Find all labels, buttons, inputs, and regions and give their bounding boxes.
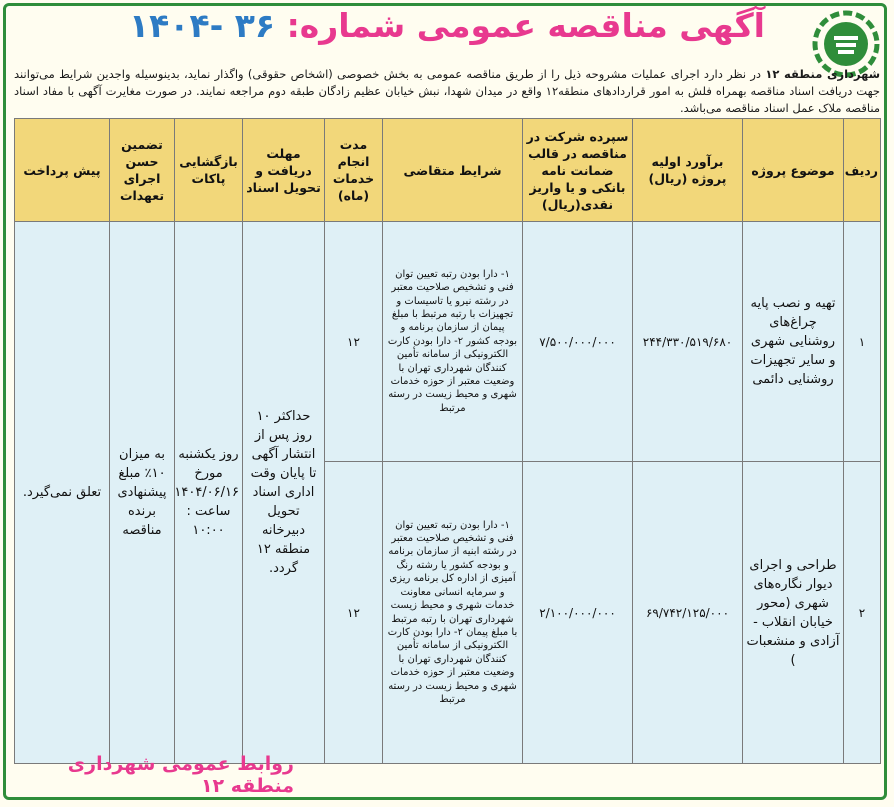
row-index: ۱ xyxy=(844,222,881,462)
header-conditions: شرایط متقاضی xyxy=(383,119,523,222)
row-index: ۲ xyxy=(844,462,881,764)
intro-org: شهرداری منطقه ۱۲ xyxy=(765,67,881,81)
row-deposit: ۲/۱۰۰/۰۰۰/۰۰۰ xyxy=(523,462,633,764)
header-index: ردیف xyxy=(844,119,881,222)
tender-table xyxy=(14,118,881,764)
row-conditions: ۱- دارا بودن رتبه تعیین توان فنی و تشخیص صلاحیت معتبر در رشته نیرو یا تاسیسات و تجهیزات با رتبه مرتبط با مبلغ پیمان از سازمان برنامه و بودجه کشور ۲- دارا بودن کارت الکترونیکی از سامانه تأمین کنندگان شهرداری تهران با وضعیت معتبر از حوزه خدمات شهری و محیط زیست در رسته مرتبط xyxy=(383,222,523,462)
row-estimate: ۶۹/۷۴۲/۱۲۵/۰۰۰ xyxy=(633,462,743,764)
row-deposit: ۷/۵۰۰/۰۰۰/۰۰۰ xyxy=(523,222,633,462)
header-opening: بازگشایی پاکات xyxy=(175,119,243,222)
intro-text: در نظر دارد اجرای عملیات مشروحه ذیل را از طریق مناقصه عمومی به بخش خصوصی (اشخاص حقوقی) واگذار نماید، بدینوسیله واجدین شرایط می‌توانند جهت دریافت اسناد مناقصه بهمراه فلش به امور قراردادهای منطقه۱۲ واقع در میدان شهدا، نبش خیابان عظیم زادگان طبقه دوم مراجعه نمایند. در صورت مغایرت آگهی با مفاد اسناد مناقصه ملاک عمل اسناد مناقصه می‌باشد. xyxy=(14,67,880,115)
row-conditions: ۱- دارا بودن رتبه تعیین توان فنی و تشخیص صلاحیت معتبر در رشته ابنیه از سازمان برنامه و بودجه کشور یا رشته رنگ آمیزی از اداره کل برنامه ریزی و سرمایه انسانی معاونت خدمات شهری و محیط زیست شهرداری تهران با رتبه مرتبط با مبلغ پیمان ۲- دارا بودن کارت الکترونیکی از سامانه تأمین کنندگان شهرداری تهران با وضعیت معتبر از حوزه خدمات شهری و محیط زیست در رسته مرتبط xyxy=(383,462,523,764)
footer-text: روابط عمومی شهرداری منطقه ۱۲ xyxy=(67,753,294,797)
header-prepayment: پیش پرداخت xyxy=(15,119,110,222)
row-subject: طراحی و اجرای دیوار نگاره‌های شهری (محور خیابان انقلاب - آزادی و منشعبات ) xyxy=(743,462,844,764)
deadline-cell: حداکثر ۱۰ روز پس از انتشار آگهی تا پایان وقت اداری اسناد تحویل دبیرخانه منطقه ۱۲ گردد. xyxy=(243,222,325,764)
prepayment-cell: تعلق نمی‌گیرد. xyxy=(15,222,110,764)
row-subject: تهیه و نصب پایه چراغ‌های روشنایی شهری و سایر تجهیزات روشنایی دائمی xyxy=(743,222,844,462)
table-row xyxy=(15,222,881,462)
intro-paragraph xyxy=(14,66,880,117)
row-estimate: ۲۴۴/۳۳۰/۵۱۹/۶۸۰ xyxy=(633,222,743,462)
guarantee-cell: به میزان ۱۰٪ مبلغ پیشنهادی برنده مناقصه xyxy=(110,222,175,764)
row-duration: ۱۲ xyxy=(325,462,383,764)
title-main: آگهی مناقصه عمومی شماره: xyxy=(286,6,765,45)
header-deposit: سپرده شرکت در مناقصه در قالب ضمانت نامه بانکی و یا واریز نقدی(ریال) xyxy=(523,119,633,222)
header-duration: مدت انجام خدمات (ماه) xyxy=(325,119,383,222)
header-estimate: برآورد اولیه پروژه (ریال) xyxy=(633,119,743,222)
table-header-row xyxy=(15,119,881,222)
title-number: ۳۶ -۱۴۰۴ xyxy=(129,6,276,45)
row-duration: ۱۲ xyxy=(325,222,383,462)
header-deadline: مهلت دریافت و تحویل اسناد xyxy=(243,119,325,222)
header-guarantee: تضمین حسن اجرای تعهدات xyxy=(110,119,175,222)
opening-cell: روز یکشنبه مورخ ۱۴۰۴/۰۶/۱۶ ساعت : ۱۰:۰۰ xyxy=(175,222,243,764)
page-title xyxy=(0,6,894,45)
header-subject: موضوع پروژه xyxy=(743,119,844,222)
